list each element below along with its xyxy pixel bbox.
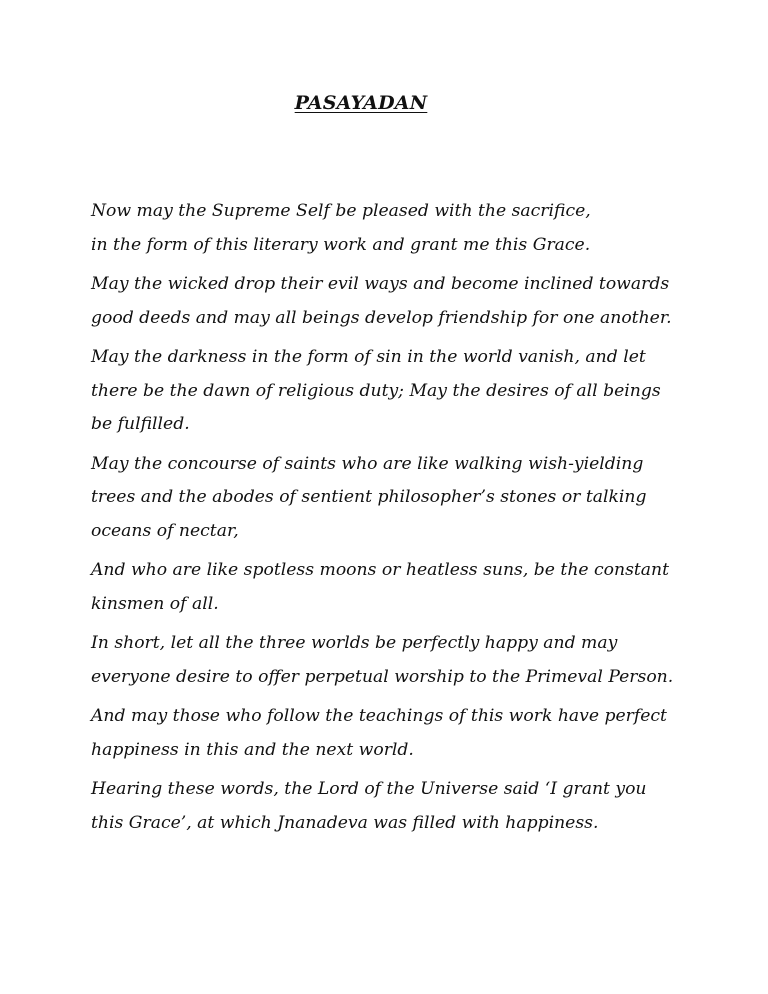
text-line: In short, let all the three worlds be perfectly happy and may bbox=[91, 633, 618, 653]
text-line: this Grace’, at which Jnanadeva was filled with happiness. bbox=[91, 812, 599, 833]
paragraph-2 bbox=[91, 268, 691, 335]
page-title: PASAYADAN bbox=[294, 92, 428, 114]
text-line: there be the dawn of religious duty; May the desires of all beings bbox=[91, 380, 661, 401]
text-line: May the wicked drop their evil ways and become inclined towards bbox=[91, 274, 670, 294]
paragraph-8 bbox=[91, 773, 691, 840]
paragraph-7 bbox=[91, 700, 691, 767]
text-line: May the concourse of saints who are like walking wish-yielding bbox=[91, 453, 644, 474]
text-line: Now may the Supreme Self be pleased with the sacrifice, bbox=[91, 201, 591, 221]
text-line: Hearing these words, the Lord of the Universe said ‘I grant you bbox=[91, 779, 647, 799]
text-line: May the darkness in the form of sin in the world vanish, and let bbox=[91, 347, 646, 367]
text-line: everyone desire to offer perpetual worship to the Primeval Person. bbox=[91, 666, 674, 687]
paragraph-5 bbox=[91, 554, 691, 621]
text-line: trees and the abodes of sentient philosopher’s stones or talking bbox=[91, 487, 647, 507]
paragraph-1 bbox=[91, 195, 691, 262]
paragraph-4 bbox=[91, 448, 691, 549]
text-line: And who are like spotless moons or heatless suns, be the constant bbox=[91, 560, 670, 580]
text-line: be fulfilled. bbox=[91, 414, 190, 434]
text-line: good deeds and may all beings develop friendship for one another. bbox=[91, 307, 672, 328]
text-line: in the form of this literary work and grant me this Grace. bbox=[91, 234, 591, 255]
text-line: And may those who follow the teachings of this work have perfect bbox=[91, 706, 667, 726]
paragraph-6 bbox=[91, 627, 691, 694]
paragraph-3 bbox=[91, 341, 691, 442]
prayer-text bbox=[91, 195, 691, 846]
text-line: happiness in this and the next world. bbox=[91, 739, 414, 760]
text-line: oceans of nectar, bbox=[91, 520, 239, 541]
text-line: kinsmen of all. bbox=[91, 593, 219, 614]
